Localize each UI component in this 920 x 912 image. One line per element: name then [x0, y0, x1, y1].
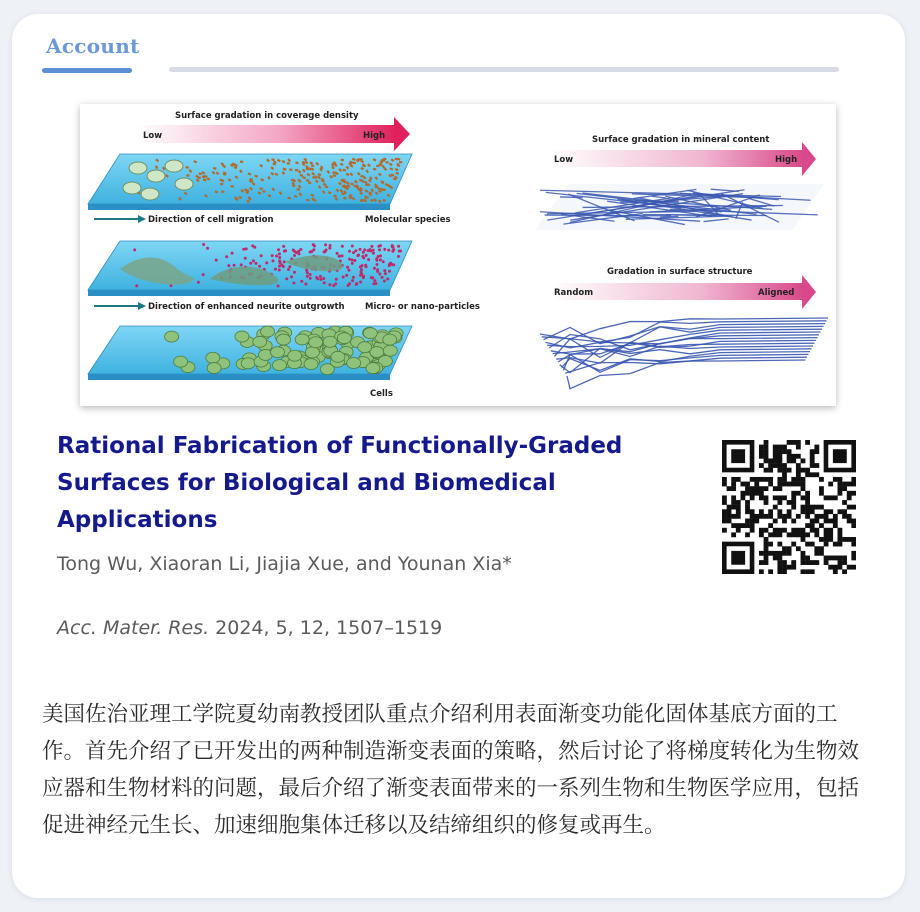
structure-fiber-mesh: [540, 318, 828, 389]
structure-random-label: Random: [554, 288, 594, 298]
article-title[interactable]: Rational Fabrication of Functionally-Graded Surfaces for Biological and Biomedical Applications: [57, 433, 623, 533]
slab-cells: [88, 326, 412, 380]
coverage-title: Surface gradation in coverage density: [175, 111, 359, 121]
graphical-abstract-figure: [80, 104, 836, 406]
coverage-high-label: High: [363, 131, 386, 141]
particles-label: Micro- or nano-particles: [365, 302, 480, 312]
cells-label: Cells: [370, 389, 393, 399]
structure-aligned-label: Aligned: [758, 288, 795, 298]
qr-code[interactable]: [722, 440, 856, 574]
mineral-high-label: High: [775, 155, 798, 165]
mineral-low-label: Low: [554, 155, 574, 165]
tab-account[interactable]: Account: [46, 34, 140, 58]
summary-paragraph: 美国佐治亚理工学院夏幼南教授团队重点介绍利用表面渐变功能化固体基底方面的工作。首先介绍了已开发出的两种制造渐变表面的策略，然后讨论了将梯度转化为生物效应器和生物材料的问题，最后介绍了渐变表面带来的一系列生物和生物医学应用，包括促进神经元生长、加速细胞集体迁移以及结缔组织的修复或再生。: [42, 702, 860, 838]
article-authors: Tong Wu, Xiaoran Li, Jiajia Xue, and Younan Xia*: [57, 553, 512, 575]
neurite-arrow: [94, 302, 146, 310]
tab-active-indicator: [42, 68, 132, 73]
mineral-title: Surface gradation in mineral content: [592, 135, 770, 145]
slab-molecular: [88, 154, 412, 210]
mineral-fiber-mesh: [535, 184, 824, 230]
neurite-label: Direction of enhanced neurite outgrowth: [148, 302, 345, 312]
article-citation: [57, 617, 442, 639]
slab-particles: [88, 241, 412, 296]
structure-title: Gradation in surface structure: [607, 267, 753, 277]
molecular-species-label: Molecular species: [365, 215, 451, 225]
tab-track: [169, 67, 839, 72]
cell-migration-label: Direction of cell migration: [148, 215, 274, 225]
cell-migration-arrow: [94, 215, 146, 223]
account-card: [12, 14, 905, 898]
coverage-low-label: Low: [143, 131, 163, 141]
journal-name: Acc. Mater. Res.: [57, 617, 210, 639]
citation-details: 2024, 5, 12, 1507–1519: [209, 617, 443, 639]
